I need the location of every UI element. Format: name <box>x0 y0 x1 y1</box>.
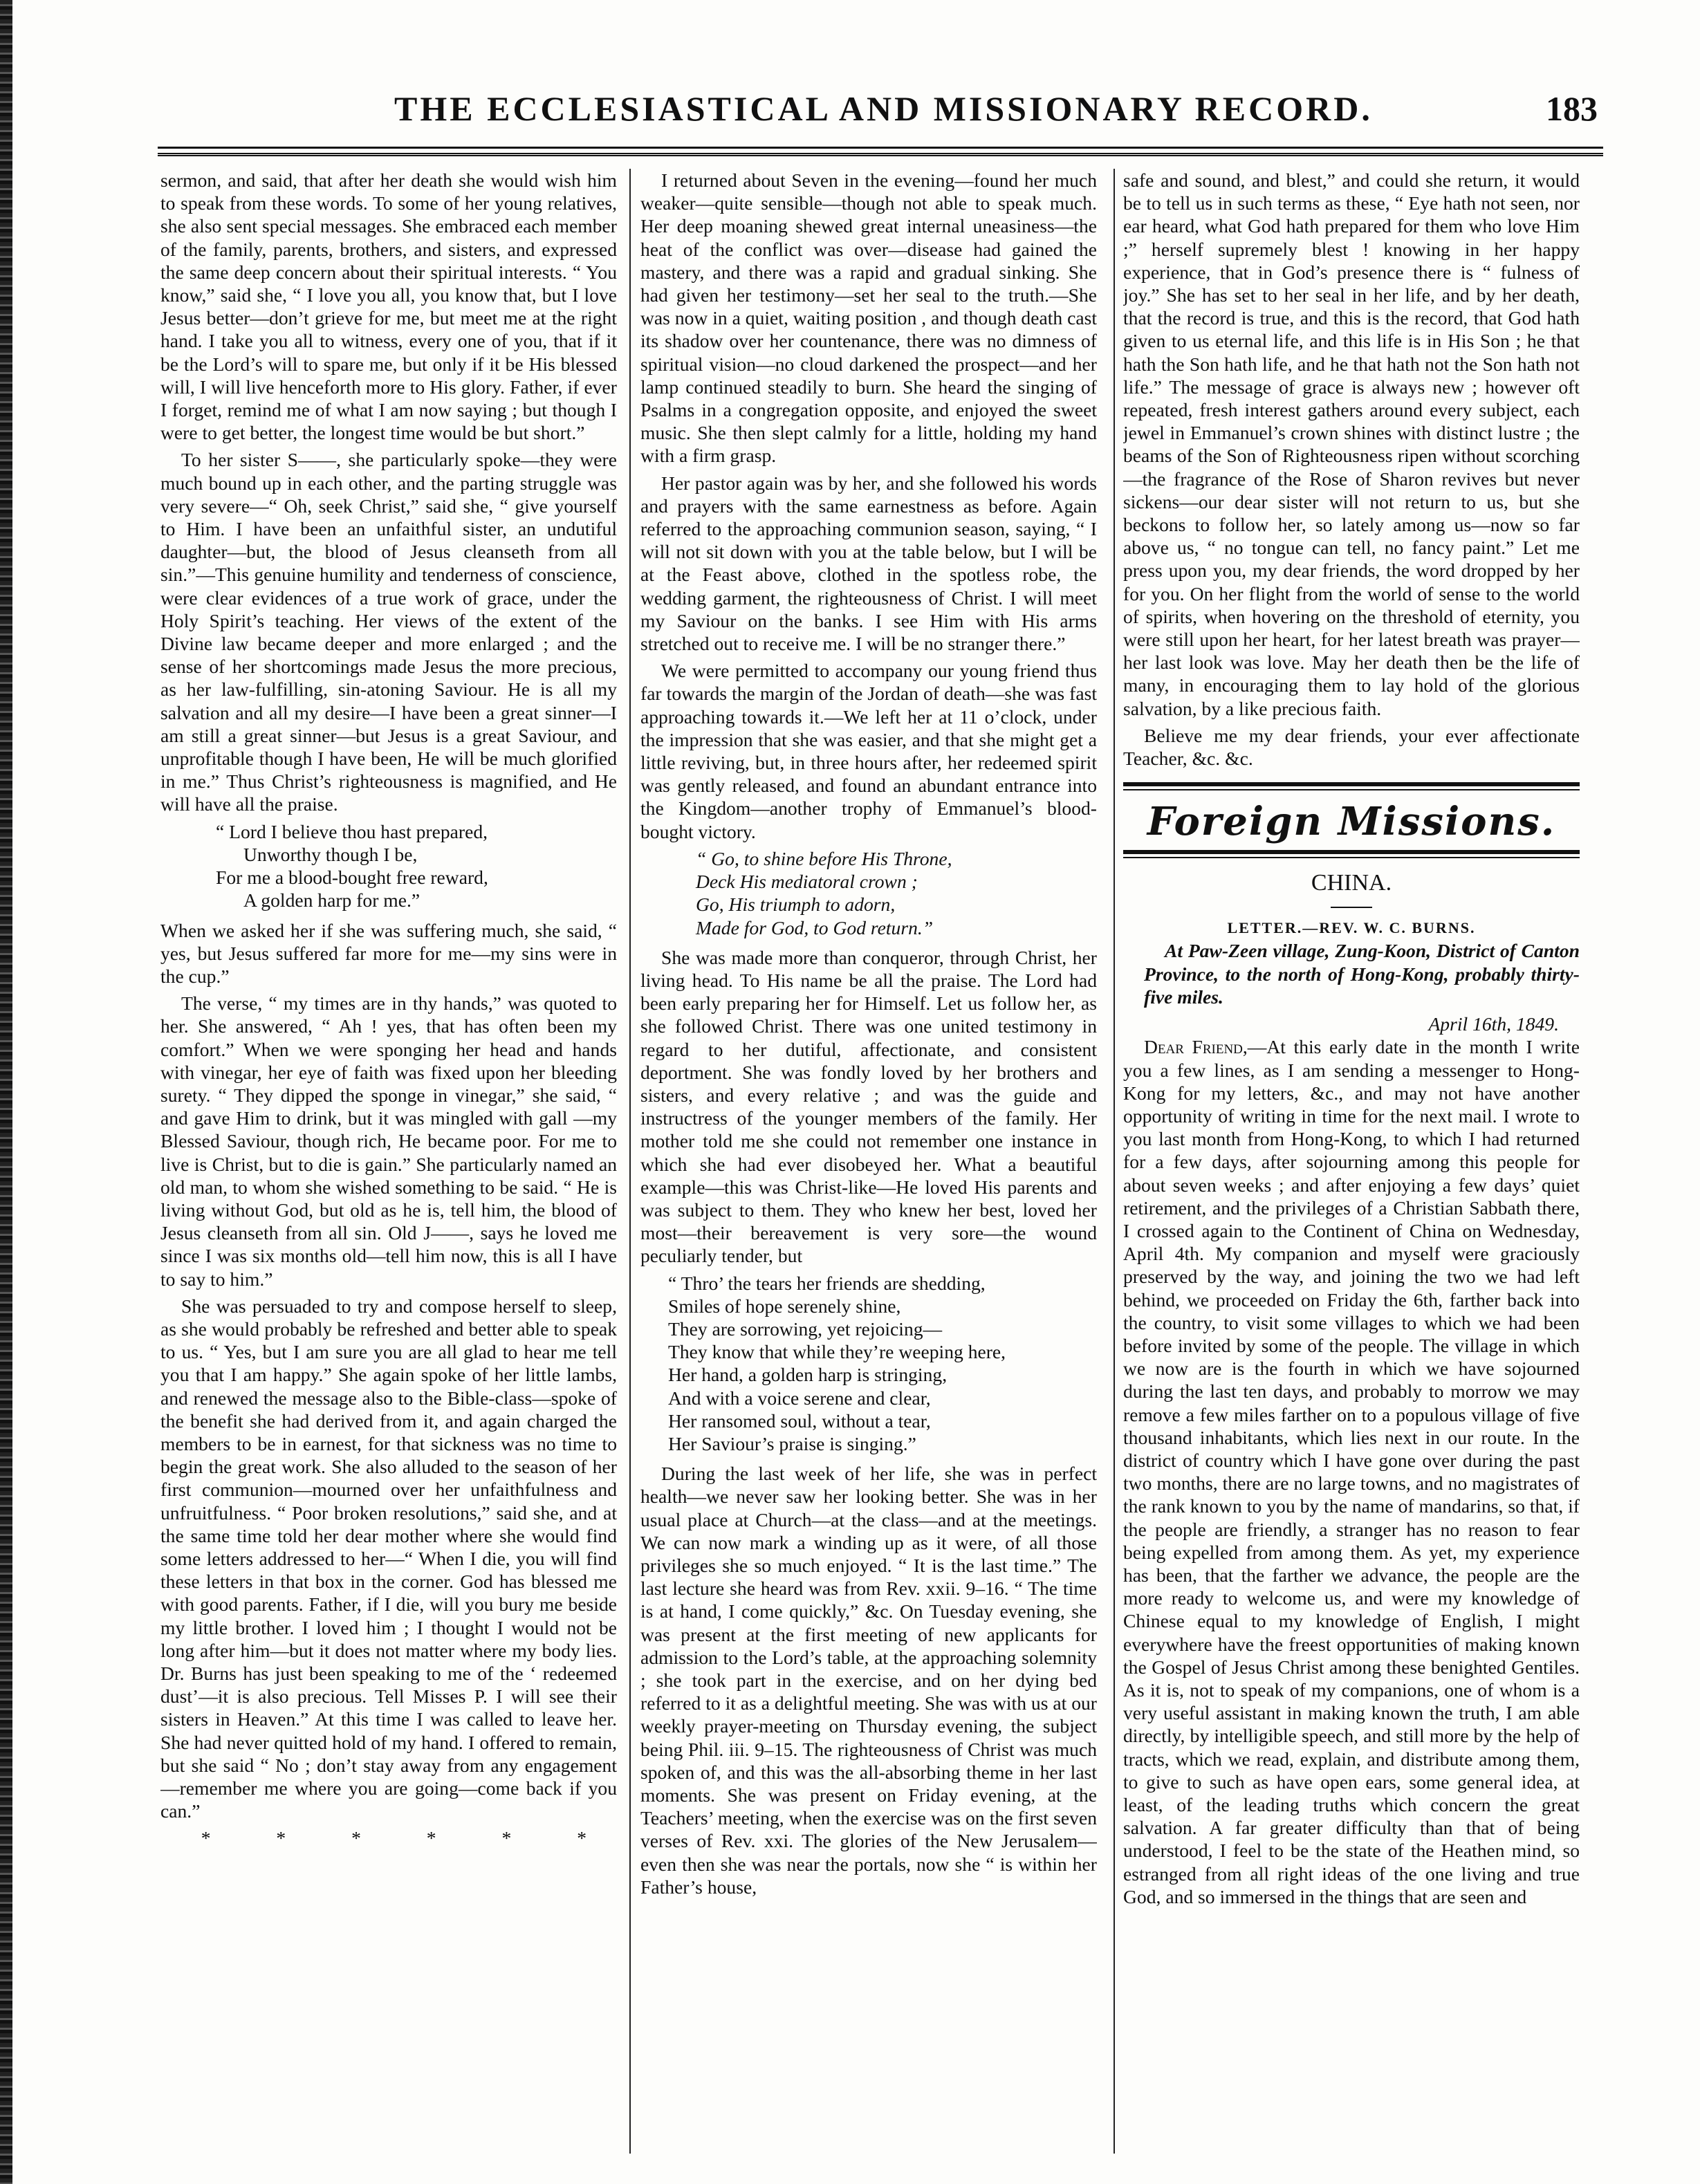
paragraph: Her pastor again was by her, and she followed his words and prayers with the same earnestness as before. Again referred to the approaching communion season, saying, “ I will not sit down with you at the table below, but I will be at the Feast above, clothed in the spotless robe, the wedding garment, the righteousness of Christ. I will meet my Saviour on the banks. I see Him with His arms stretched out to receive me. I will be no stranger there.” <box>640 472 1097 655</box>
paragraph: During the last week of her life, she was in perfect health—we never saw her looking better. She was in her usual place at Church—at the class—and at the meetings. We can now mark a winding up as it were, of all those privileges she so much enjoyed. “ It is the last time.” The last lecture she heard was from Rev. xxii. 9–16. “ The time is at hand, I come quickly,” &c. On Tuesday evening, she was present at the first meeting of new applicants for admission to the Lord’s table, at the approaching solemnity ; she took part in the exercise, and on her dying bed referred to it as a delightful meeting. She was with us at our weekly prayer-meeting on Thursday evening, the subject being Phil. iii. 9–15. The righteousness of Christ was much spoken of, and this was the all-absorbing theme in her last moments. She was present on Friday evening, at the Teachers’ meeting, when the exercise was on the first seven verses of Rev. xxi. The glories of the New Jerusalem—even then she was near the portals, now she “ is within her Father’s house, <box>640 1463 1097 1898</box>
verse-line: Go, His triumph to adorn, <box>696 894 896 916</box>
verse-line: They are sorrowing, yet rejoicing— <box>668 1317 943 1340</box>
running-title: THE ECCLESIASTICAL AND MISSIONARY RECORD. <box>394 89 1373 128</box>
hymn-verse <box>668 1272 1097 1456</box>
paragraph: sermon, and said, that after her death she would wish him to speak from these words. To some of her young relatives, she also sent special messages. She embraced each member of the family, parents, brothers, and sisters, and expressed the same deep concern about their spiritual interests. “ You know,” said she, “ I love you all, you know that, but I love Jesus better—don’t grieve for me, but meet me at the right hand. I take you all to witness, every one of you, that if it be the Lord’s will to spare me, but only if it be His blessed will, I will live henceforth more to His glory. Father, if ever I forget, remind me of what I am now saying ; but though I were to get better, the longest time would be but short.” <box>160 169 617 444</box>
letter-heading: LETTER.—REV. W. C. BURNS. <box>1227 919 1476 937</box>
header-rule <box>158 147 1603 156</box>
section-title: Foreign Missions. <box>1147 799 1556 845</box>
column-rule <box>629 169 631 2154</box>
section-rule-top <box>1123 782 1580 790</box>
paragraph: The verse, “ my times are in thy hands,” was quoted to her. She answered, “ Ah ! yes, that has often been my comfort.” When we were sponging her head and hands with vinegar, her eye of faith was fixed upon her bleeding surety. “ They dipped the sponge in vinegar,” she said, “ and gave Him to drink, but it was mingled with gall —my Blessed Saviour, though rich, He became poor. For me to live is Christ, but to die is gain.” She particularly named an old man, to whom she wished something to be said. “ He is living without God, but old as he is, tell him, the blood of Jesus cleanseth from all sin. Old J——, says he loved me since I was six months old—tell him now, this is all I have to say to him.” <box>160 992 617 1290</box>
section-break-stars: * * * * * * <box>201 1827 617 1849</box>
paragraph: When we asked her if she was suffering much, she said, “ yes, but Jesus suffered far more for me—my sins were in the cup.” <box>160 919 617 987</box>
column-3 <box>1123 169 1580 2154</box>
salutation: Dear Friend, <box>1144 1036 1248 1058</box>
verse-line: Unworthy though I be, <box>243 843 418 865</box>
verse-line: Her ransomed soul, without a tear, <box>668 1409 931 1432</box>
verse-line: Made for God, to God return.” <box>696 916 934 938</box>
verse-line: For me a blood-bought free reward, <box>216 867 488 889</box>
hymn-verse <box>696 847 1097 939</box>
letter-location: At Paw-Zeen village, Zung-Koon, District of Canton Province, to the north of Hong-Kong, probably thirty-five miles. <box>1144 940 1580 1008</box>
column-1 <box>160 169 617 2154</box>
hymn-verse <box>216 820 617 912</box>
verse-line: And with a voice serene and clear, <box>668 1387 931 1409</box>
verse-line: Her Saviour’s praise is singing.” <box>668 1432 916 1454</box>
verse-line: They know that while they’re weeping here, <box>668 1341 1006 1363</box>
paragraph: I returned about Seven in the evening—found her much weaker—quite sensible—though not able to speak much. Her deep moaning shewed great internal uneasiness—the heat of the conflict was over—disease had gained the mastery, and there was a rapid and gradual sinking. She had given her testimony—set her seal to the truth.—She was now in a quiet, waiting position , and though death cast its shadow over her countenance, there was no dimness of spiritual vision—no cloud darkened the prospect—and her lamp continued steadily to burn. She heard the singing of Psalms in a congregation opposite, and enjoyed the sweet music. She then slept calmly for a little, holding my hand with a firm grasp. <box>640 169 1097 467</box>
short-rule <box>1331 907 1372 908</box>
subsection-title: CHINA. <box>1311 870 1392 896</box>
paragraph: We were permitted to accompany our young friend thus far towards the margin of the Jordan of death—she was fast approaching towards it.—We left her at 11 o’clock, under the impression that she was easier, and that she might get a little reviving, but, in three hours after, her redeemed spirit was gently released, and found an abundant entrance into the Kingdom—another trophy of Emmanuel’s blood-bought victory. <box>640 660 1097 842</box>
paragraph: Believe me my dear friends, your ever affectionate Teacher, &c. &c. <box>1123 724 1580 770</box>
letter-body: —At this early date in the month I write you a few lines, as I am sending a messenger to Hong-Kong for my letters, &c., and may not have another opportunity of writing in time for the next mail. I wrote to you last month from Hong-Kong, to which I had returned for a few days, after sojourning among this people for about seven weeks ; and after enjoying a few days’ quiet retirement, and the privileges of a Christian Sabbath there, I crossed again to the Continent of China on Wednesday, April 4th. My companion and myself were graciously preserved by the way, and joining the two we had left behind, we proceeded on Friday the 6th, farther back into the country, to visit some villages to which we had been before invited by some of the people. The village in which we now are is the fourth in which we have sojourned during the last ten days, and probably to morrow we may remove a few miles farther on to a populous village of five thousand inhabitants, which lies next in our route. In the district of country which I have gone over during the past two months, there are no large towns, and no magistrates of the rank known to you by the name of mandarins, so that, if the people are friendly, a stranger has no reason to fear being expelled from among them. As yet, my experience has been, that the farther we advance, the people are the more ready to welcome us, and were my knowledge of Chinese equal to my knowledge of English, I might everywhere have the freest opportunities of making known the Gospel of Jesus Christ among these benighted Gentiles. As it is, not to speak of my companions, one of whom is a very useful assistant in making known the truth, I am able directly, by intelligible speech, and still more by the help of tracts, which we read, explain, and distribute among them, to give to such as have open ears, some general idea, at least, of the leading truths which concern the great salvation. A far greater difficulty than that of being understood, I feel to be the state of the Heathen mind, so estranged from all right ideas of the one living and true God, and so immersed in the things that are seen and <box>1123 1036 1580 1907</box>
verse-line: “ Thro’ the tears her friends are shedding, <box>668 1272 986 1294</box>
paragraph: She was made more than conqueror, through Christ, her living head. To His name be all the praise. The Lord had been early preparing her for Himself. Let us follow her, as she followed Christ. There was one united testimony in regard to her dutiful, affectionate, and consistent deportment. She was fondly loved by her brothers and sisters, and every relative ; and was the guide and instructress of the younger members of the family. Her mother told me she could not remember one instance in which she had ever disobeyed her. What a beautiful example—this was Christ-like—He loved His parents and was subject to them. They who knew her best, loved her most—their bereavement is very sore—the wound peculiarly tender, but <box>640 946 1097 1267</box>
verse-line: “ Lord I believe thou hast prepared, <box>216 820 488 842</box>
verse-line: Deck His mediatoral crown ; <box>696 871 918 893</box>
paragraph: She was persuaded to try and compose herself to sleep, as she would probably be refreshed and better able to speak to us. “ Yes, but I am sure you are all glad to hear me tell you that I am happy.” She again spoke of her little lambs, and renewed the message also to the Bible-class—spoke of the benefit she had derived from it, and again charged the members to be in earnest, for that sickness was no time to begin the great work. She also alluded to the season of her first communion—mourned over her unfaithfulness and unfruitfulness. “ Poor broken resolutions,” said she, and at the same time told her dear mother where she would find some letters addressed to her—“ When I die, you will find these letters in that box in the corner. God has blessed me with good parents. Father, if I die, will you bury me beside my little brother. I loved him ; I thought I would not be long after him—but it does not matter where my body lies. Dr. Burns has just been speaking to me of the ‘ redeemed dust’—it is also precious. Tell Misses P. I will see their sisters in Heaven.” At this time I was called to leave her. She had never quitted hold of my hand. I offered to remain, but she said “ No ; don’t stay away from any engagement—remember me where you are going—come back if you can.” <box>160 1295 617 1822</box>
paragraph: safe and sound, and blest,” and could she return, it would be to tell us in such terms as these, “ Eye hath not seen, nor ear heard, what God hath prepared for them who love Him ;” herself supremely blest ! knowing in her happy experience, that in God’s presence there is “ fulness of joy.” She has set to her seal in her life, and by her death, that the record is true, and this is the record, that God hath given to us eternal life, and this life is in His Son ; he that hath the Son hath life, and he that hath not the Son hath not life.” The message of grace is always new ; however oft repeated, fresh interest gathers around every subject, each jewel in Emmanuel’s crown shines with distinct lustre ; the beams of the Son of Righteousness ripen without scorching—the fragrance of the Rose of Sharon revives but never sickens—our dear sister will not return to us, but she beckons to follow her, so lately among us—now so far above us, “ no tongue can tell, no fancy paint.” Let me press upon you, my dear friends, the word dropped by her for you. On her flight from the world of sense to the world of spirits, when hovering on the threshold of eternity, you were still upon her heart, for her latest breath was prayer—her last look was love. May her death then be the life of many, in encouraging them to lay hold of the glorious salvation, by a like precious faith. <box>1123 169 1580 719</box>
letter-date: April 16th, 1849. <box>1428 1013 1559 1035</box>
page-number: 183 <box>1546 89 1598 128</box>
paragraph: To her sister S——, she particularly spoke—they were much bound up in each other, and the parting struggle was very severe—“ Oh, seek Christ,” said she, “ give yourself to Him. I have been an unfaithful sister, an undutiful daughter—but, the blood of Jesus cleanseth from all sin.”—This genuine humility and tenderness of conscience, were clear evidences of a true work of grace, under the Holy Spirit’s teaching. Her views of the extent of the Divine law became deeper and more enlarged ; and the sense of her shortcomings made Jesus the more precious, as her law-fulfilling, sin-atoning Saviour. He is all my salvation and all my desire—I have been a great sinner—I am still a great sinner—but Jesus is a great Saviour, and unprofitable though I have been, He will be much glorified in me.” Thus Christ’s righteousness is magnified, and He will have all the praise. <box>160 449 617 815</box>
paragraph <box>1123 1035 1580 1908</box>
verse-line: Her hand, a golden harp is stringing, <box>668 1364 948 1386</box>
column-rule <box>1114 169 1115 2154</box>
column-2 <box>640 169 1097 2154</box>
page-edge <box>0 0 12 2184</box>
verse-line: Smiles of hope serenely shine, <box>668 1295 901 1317</box>
verse-line: A golden harp for me.” <box>243 889 421 911</box>
page-header <box>131 89 1611 144</box>
verse-line: “ Go, to shine before His Throne, <box>696 847 952 869</box>
section-rule-bottom <box>1123 850 1580 858</box>
